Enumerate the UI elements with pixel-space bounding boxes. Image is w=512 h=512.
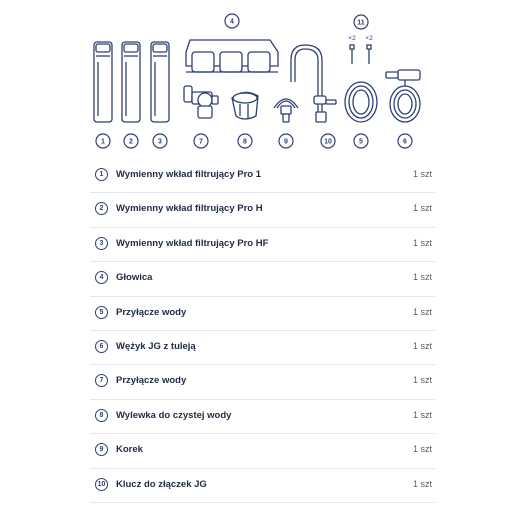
- item-number-badge: 8: [95, 409, 108, 422]
- list-item: [90, 434, 436, 468]
- screw-count-a: ×2: [348, 35, 356, 42]
- badge-11: [354, 15, 368, 29]
- item-quantity: 1 szt: [412, 169, 432, 179]
- item-number-badge: 9: [95, 443, 108, 456]
- item-number-badge: 6: [95, 340, 108, 353]
- item-name: Głowica: [116, 272, 153, 284]
- badge-1: [96, 134, 110, 148]
- item-quantity: 1 szt: [412, 340, 432, 351]
- item-quantity: 1 szt: [412, 203, 432, 214]
- item-number-badge: 1: [95, 168, 108, 181]
- list-item: [90, 193, 436, 227]
- svg-text:7: 7: [199, 138, 203, 146]
- screw-count-b: ×2: [365, 35, 373, 42]
- item-number-badge: 7: [95, 374, 108, 387]
- svg-text:2: 2: [129, 138, 133, 146]
- list-item: [90, 228, 436, 262]
- parts-illustration: [0, 0, 512, 160]
- item-name: Wymienny wkład filtrujący Pro 1: [116, 169, 262, 180]
- list-item: [90, 262, 436, 296]
- badge-3: [153, 134, 167, 148]
- item-quantity: 1 szt: [412, 478, 432, 489]
- svg-text:4: 4: [230, 18, 234, 26]
- badge-5: [354, 134, 368, 148]
- svg-text:6: 6: [403, 138, 407, 146]
- svg-text:8: 8: [243, 138, 247, 146]
- plug: [274, 99, 298, 122]
- item-name: Wymienny wkład filtrujący Pro HF: [116, 237, 269, 249]
- badge-2: [124, 134, 138, 148]
- svg-text:11: 11: [357, 19, 365, 27]
- badge-8: [238, 134, 252, 148]
- item-quantity: 1 szt: [412, 409, 432, 420]
- item-name: Klucz do złączek JG: [116, 478, 207, 490]
- list-item: [90, 159, 436, 193]
- list-item: [90, 297, 436, 331]
- item-name: Wymienny wkład filtrujący Pro H: [116, 203, 263, 215]
- item-name: Wylewka do czystej wody: [116, 409, 232, 421]
- item-quantity: 1 szt: [412, 444, 432, 455]
- item-number-badge: 4: [95, 271, 108, 284]
- badge-6: [398, 134, 412, 148]
- item-name: Wężyk JG z tuleją: [116, 340, 196, 352]
- item-name: Korek: [116, 444, 143, 456]
- item-quantity: 1 szt: [412, 375, 432, 386]
- water-connector: [184, 86, 218, 118]
- screws: [350, 45, 371, 64]
- parts-list: [90, 159, 436, 503]
- item-number-badge: 2: [95, 202, 108, 215]
- hose-with-sleeve: [386, 70, 420, 122]
- filter-cartridge-3: [151, 42, 169, 122]
- item-name: Przyłącze wody: [116, 375, 187, 387]
- list-item: [90, 400, 436, 434]
- badge-7: [194, 134, 208, 148]
- list-item: [90, 365, 436, 399]
- list-item: [90, 469, 436, 503]
- filter-cartridge-2: [122, 42, 140, 122]
- svg-text:10: 10: [324, 138, 332, 146]
- item-number-badge: 5: [95, 306, 108, 319]
- item-number-badge: 3: [95, 237, 108, 250]
- item-quantity: 1 szt: [412, 306, 432, 317]
- item-number-badge: 10: [95, 478, 108, 491]
- spout-part: [232, 92, 258, 119]
- filter-head: [186, 40, 278, 72]
- list-item: [90, 331, 436, 365]
- item-quantity: 1 szt: [412, 237, 432, 248]
- badge-4: [225, 14, 239, 28]
- svg-text:3: 3: [158, 138, 162, 146]
- badge-10: [321, 134, 335, 148]
- svg-text:5: 5: [359, 138, 363, 146]
- item-quantity: 1 szt: [412, 272, 432, 283]
- filter-cartridge-1: [94, 42, 112, 122]
- item-name: Przyłącze wody: [116, 306, 187, 318]
- svg-text:1: 1: [101, 138, 105, 146]
- badge-9: [279, 134, 293, 148]
- coiled-hose: [345, 82, 377, 122]
- svg-text:9: 9: [284, 138, 288, 146]
- faucet: [291, 45, 336, 122]
